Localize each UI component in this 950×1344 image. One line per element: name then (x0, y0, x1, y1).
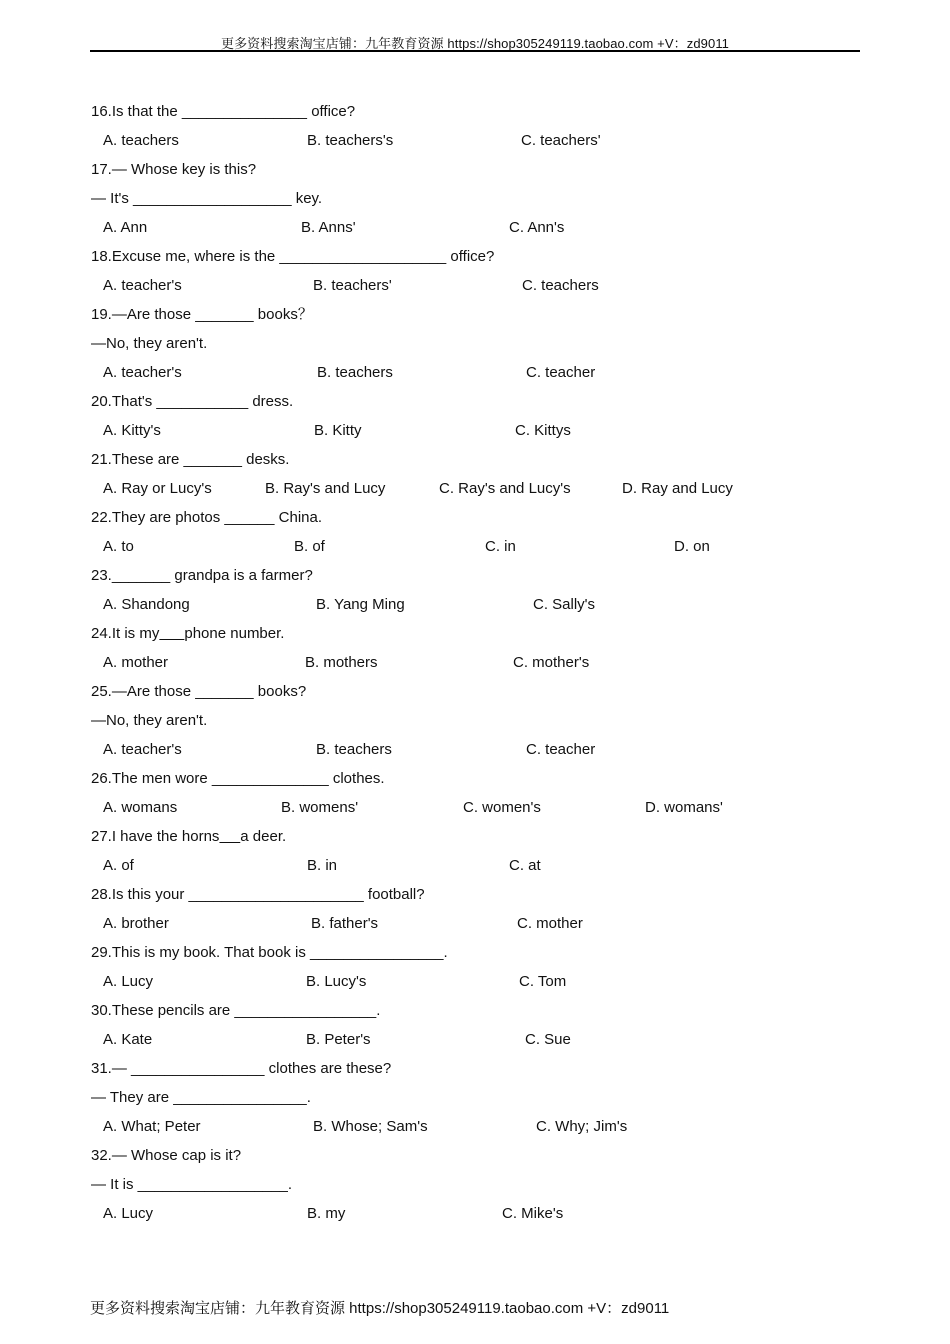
answer-option: A. Ray or Lucy's (103, 480, 212, 497)
question-list (91, 99, 871, 1230)
answer-option: A. womans (103, 799, 178, 816)
answer-option: A. Lucy (103, 973, 154, 990)
answer-options (91, 650, 871, 679)
answer-options (91, 1027, 871, 1056)
answer-blank (159, 625, 184, 642)
answer-options (91, 969, 871, 998)
answer-option: A. Kitty's (103, 422, 161, 439)
answer-option: B. mothers (305, 654, 378, 671)
answer-options (91, 1114, 871, 1143)
answer-option: C. at (509, 857, 541, 874)
answer-option: A. What; Peter (103, 1118, 201, 1135)
answer-option: C. mother (517, 915, 583, 932)
answer-options (91, 592, 871, 621)
question-line: — It is __________________. (91, 1176, 292, 1193)
answer-option: C. Tom (519, 973, 567, 990)
answer-option: C. Ray's and Lucy's (439, 480, 571, 497)
question-line: 32.— Whose cap is it? (91, 1147, 242, 1164)
answer-option: B. in (307, 857, 338, 874)
page-header: 更多资料搜索淘宝店铺：九年教育资源 https://shop305249119.taobao.com +V：zd9011 (220, 36, 730, 51)
answer-option: B. my (307, 1205, 346, 1222)
answer-option: C. teachers' (521, 132, 601, 149)
answer-option: B. father's (311, 915, 379, 932)
answer-option: B. teachers's (307, 132, 394, 149)
question-line: 19.—Are those _______ books？ (91, 306, 313, 323)
answer-options (91, 737, 871, 766)
answer-options (91, 911, 871, 940)
question-line: 30.These pencils are _________________. (91, 1002, 381, 1019)
question-line: —No, they aren't. (91, 712, 208, 729)
question-line: 31.— ________________ clothes are these? (91, 1060, 392, 1077)
question-line: 17.— Whose key is this? (91, 161, 257, 178)
page-footer: 更多资料搜索淘宝店铺：九年教育资源 https://shop305249119.taobao.com +V：zd9011 (90, 1300, 670, 1317)
answer-option: C. in (485, 538, 516, 555)
answer-option: B. teachers (316, 741, 392, 758)
answer-option: C. teacher (526, 364, 596, 381)
answer-option: C. mother's (513, 654, 590, 671)
question-line: 25.—Are those _______ books? (91, 683, 307, 700)
answer-option: C. Ann's (509, 219, 565, 236)
answer-option: C. teacher (526, 741, 596, 758)
answer-option: B. Ray's and Lucy (265, 480, 386, 497)
answer-option: A. teachers (103, 132, 179, 149)
answer-option: C. teachers (522, 277, 599, 294)
answer-option: A. Shandong (103, 596, 190, 613)
answer-blank (219, 828, 240, 845)
answer-option: B. Anns' (301, 219, 356, 236)
question-text: a deer. (240, 828, 287, 845)
question-line: 20.That's ___________ dress. (91, 393, 294, 410)
answer-options (91, 418, 871, 447)
answer-option: A. Lucy (103, 1205, 154, 1222)
answer-option: D. womans' (645, 799, 723, 816)
answer-option: A. teacher's (103, 741, 182, 758)
question-line: 29.This is my book. That book is ________________. (91, 944, 448, 961)
answer-option: B. Yang Ming (316, 596, 405, 613)
answer-option: C. women's (463, 799, 541, 816)
question-line: 26.The men wore ______________ clothes. (91, 770, 385, 787)
answer-option: B. Kitty (314, 422, 362, 439)
answer-option: B. womens' (281, 799, 359, 816)
answer-options (91, 853, 871, 882)
answer-option: D. on (674, 538, 710, 555)
answer-option: B. Whose; Sam's (313, 1118, 428, 1135)
answer-option: B. teachers (317, 364, 393, 381)
answer-option: A. to (103, 538, 134, 555)
answer-option: A. teacher's (103, 364, 182, 381)
question-text: 24.It is my (91, 625, 160, 642)
answer-option: A. Ann (103, 219, 148, 236)
answer-option: A. brother (103, 915, 169, 932)
question-line: 28.Is this your _____________________ football? (91, 886, 425, 903)
answer-option: A. of (103, 857, 134, 874)
answer-option: C. Sally's (533, 596, 596, 613)
answer-options (91, 215, 871, 244)
question-line: 21.These are _______ desks. (91, 451, 290, 468)
question-line (91, 621, 871, 650)
question-line (91, 824, 871, 853)
answer-option: B. Lucy's (306, 973, 367, 990)
answer-options (91, 534, 871, 563)
answer-options (91, 795, 871, 824)
question-line: 22.They are photos ______ China. (91, 509, 322, 526)
answer-option: C. Mike's (502, 1205, 564, 1222)
answer-option: C. Why; Jim's (536, 1118, 628, 1135)
question-line: 18.Excuse me, where is the ____________________ office? (91, 248, 495, 265)
question-line: — It's ___________________ key. (91, 190, 323, 207)
answer-option: C. Kittys (515, 422, 571, 439)
answer-option: A. mother (103, 654, 169, 671)
header-divider (90, 50, 860, 52)
question-text: 27.I have the horns (91, 828, 220, 845)
answer-option: C. Sue (525, 1031, 571, 1048)
answer-option: B. teachers' (313, 277, 392, 294)
question-line: 16.Is that the _______________ office? (91, 103, 356, 120)
answer-options (91, 1201, 871, 1230)
answer-options (91, 360, 871, 389)
answer-option: A. Kate (103, 1031, 153, 1048)
answer-options (91, 128, 871, 157)
question-line: — They are ________________. (91, 1089, 311, 1106)
answer-option: D. Ray and Lucy (622, 480, 733, 497)
answer-options (91, 476, 871, 505)
question-line: —No, they aren't. (91, 335, 208, 352)
question-line: 23._______ grandpa is a farmer? (91, 567, 313, 584)
question-text: phone number. (184, 625, 285, 642)
answer-options (91, 273, 871, 302)
answer-option: B. Peter's (306, 1031, 371, 1048)
answer-option: A. teacher's (103, 277, 182, 294)
answer-option: B. of (294, 538, 325, 555)
